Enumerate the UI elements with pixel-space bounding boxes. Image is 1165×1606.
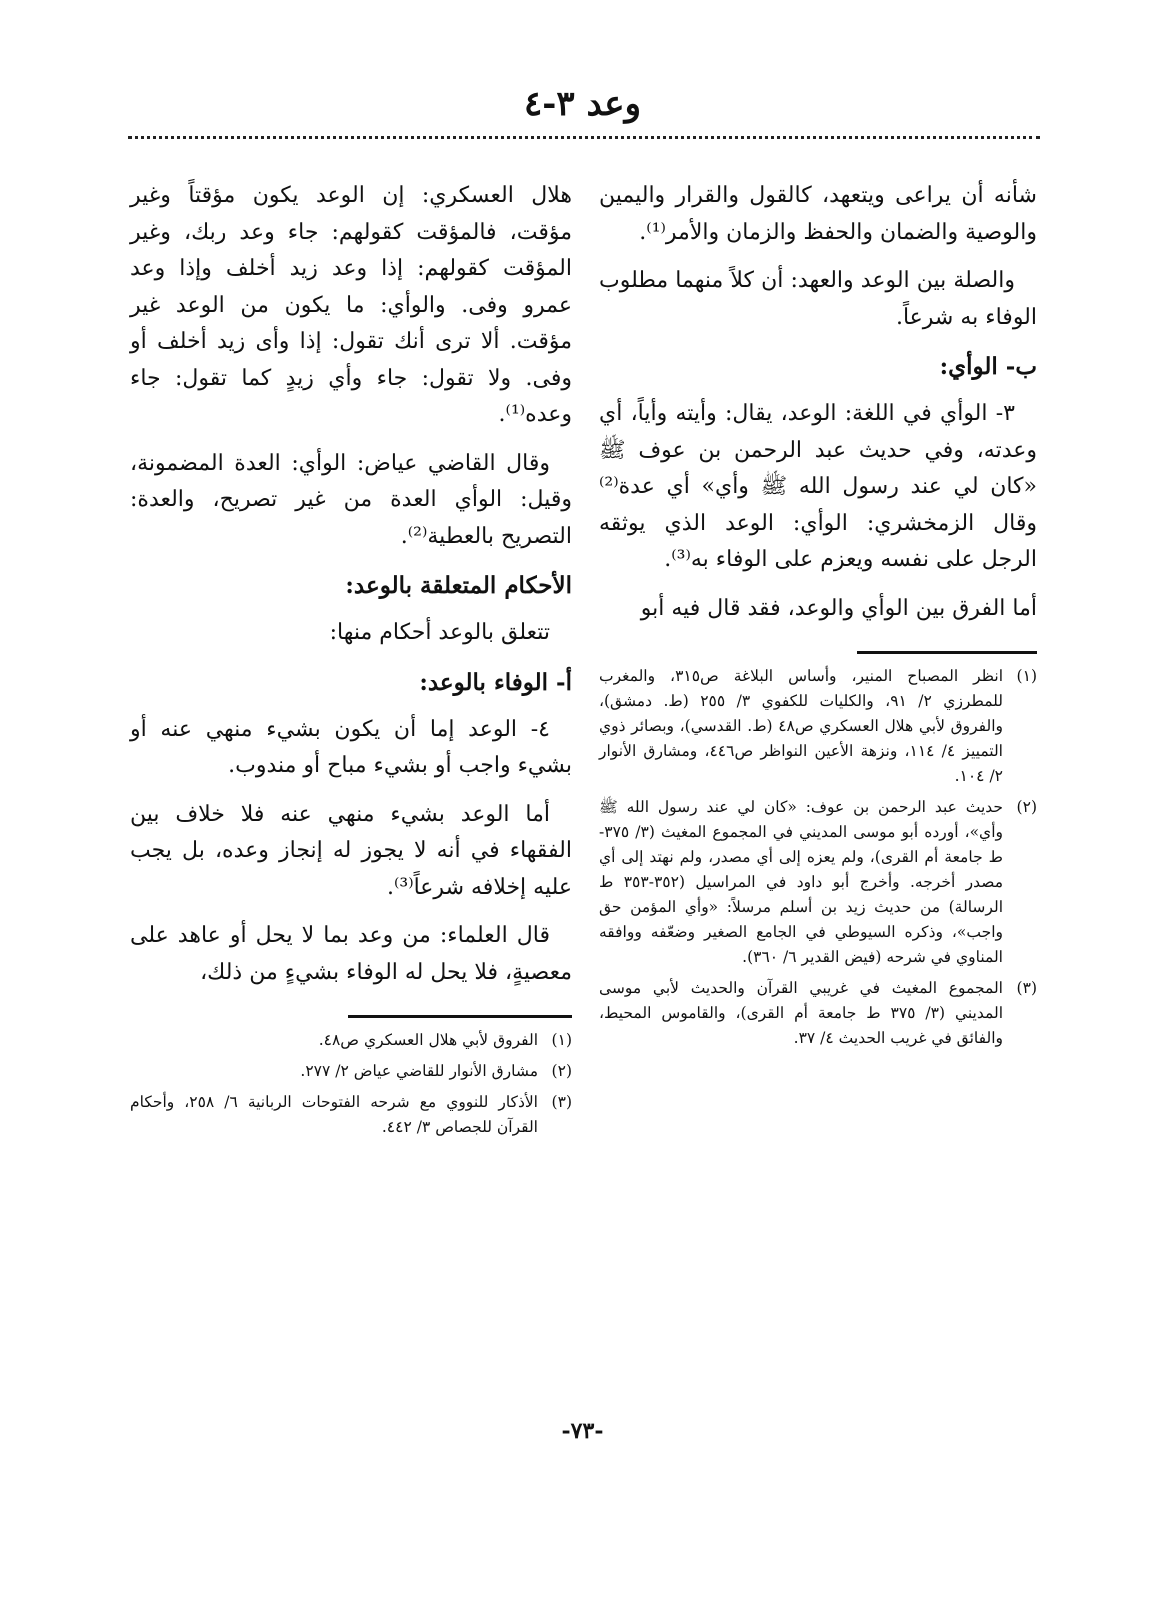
- paragraph: قال العلماء: من وعد بما لا يحل أو عاهد على معصيةٍ، فلا يحل له الوفاء بشيءٍ من ذلك،: [130, 923, 572, 985]
- page-number: -٧٣-: [561, 1418, 604, 1444]
- footnote: [130, 1090, 572, 1140]
- footnote-number: (١): [551, 1031, 572, 1049]
- footnote-text: الأذكار للنووي مع شرحه الفتوحات الربانية ٦/ ٢٥٨، وأحكام القرآن للجصاص ٣/ ٤٤٢.: [130, 1093, 538, 1136]
- footnote-text: حديث عبد الرحمن بن عوف: «كان لي عند رسول الله ﷺ وأي»، أورده أبو موسى المديني في المجموع المغيث (٣/ ٣٧٥- ط جامعة أم القرى)، ولم يعزه إلى أي مصدر، ولم نهتد إلى أي مصدر أخرجه. وأخرج أبو داود في المراسيل (٣٥٢-٣٥٣ ط الرسالة) من حديث زيد بن أسلم مرسلاً: «وأي المؤمن حق واجب»، وذكره السيوطي في الجامع الصغير وضعّفه ووافقه المناوي في شرحه (فيض القدير ٦/ ٣٦٠).: [599, 798, 1003, 966]
- paragraph: تتعلق بالوعد أحكام منها:: [329, 620, 550, 645]
- paragraph: وقال القاضي عياض: الوأي: العدة المضمونة، وقيل: الوأي العدة من غير تصريح، والعدة: التصريح بالعطية⁽²⁾.: [130, 450, 572, 549]
- footnote: [599, 795, 1037, 970]
- paragraph: شأنه أن يراعى ويتعهد، كالقول والقرار واليمين والوصية والضمان والحفظ والزمان والأمر⁽¹⁾.: [599, 183, 1037, 245]
- section-heading: ب- الوأي:: [939, 353, 1037, 380]
- footnote-number: (٢): [551, 1062, 572, 1080]
- footnote: [130, 1028, 572, 1053]
- footnote-text: مشارق الأنوار للقاضي عياض ٢/ ٢٧٧.: [300, 1062, 538, 1080]
- footnote: [599, 664, 1037, 789]
- paragraph: أما الوعد بشيء منهي عنه فلا خلاف بين الفقهاء في أنه لا يجوز له إنجاز وعده، بل يجب عليه إخلافه شرعاً⁽³⁾.: [130, 801, 572, 900]
- paragraph: هلال العسكري: إن الوعد يكون مؤقتاً وغير مؤقت، فالمؤقت كقولهم: جاء وعد ربك، وغير المؤقت كقولهم: إذا وعد زيد أخلف وإذا وعد عمرو وفى. والوأي: ما يكون من الوعد غير مؤقت. ألا ترى أنك تقول: إذا وأى زيد أخلف أو وفى. ولا تقول: جاء وأي زيدٍ كما تقول: جاء وعده⁽¹⁾.: [130, 183, 572, 427]
- footnote-number: (٣): [1016, 979, 1037, 997]
- footnote-separator: [348, 1015, 572, 1018]
- footnote-text: المجموع المغيث في غريبي القرآن والحديث لأبي موسى المديني (٣/ ٣٧٥ ط جامعة أم القرى)، والقاموس المحيط، والفائق في غريب الحديث ٤/ ٣٧.: [599, 979, 1003, 1047]
- footnote-number: (٢): [1016, 798, 1037, 816]
- section-heading: أ- الوفاء بالوعد:: [419, 668, 572, 696]
- footnote-number: (٣): [551, 1093, 572, 1111]
- header-dotted-divider: [128, 136, 1040, 139]
- footnote-text: الفروق لأبي هلال العسكري ص٤٨.: [318, 1031, 538, 1049]
- page-header-title: وعد ٣-٤: [523, 84, 642, 124]
- footnote-text: انظر المصباح المنير، وأساس البلاغة ص٣١٥، والمغرب للمطرزي ٢/ ٩١، والكليات للكفوي ٣/ ٢٥٥ (ط. دمشق)، والفروق لأبي هلال العسكري ص٤٨ (ط. القدسي)، وبصائر ذوي التمييز ٤/ ١١٤، ونزهة الأعين النواظر ص٤٤٦، ومشارق الأنوار ٢/ ١٠٤.: [599, 667, 1004, 785]
- paragraph: والصلة بين الوعد والعهد: أن كلاً منهما مطلوب الوفاء به شرعاً.: [599, 268, 1037, 330]
- footnote-number: (١): [1016, 667, 1037, 685]
- paragraph: ٤- الوعد إما أن يكون بشيء منهي عنه أو بشيء واجب أو بشيء مباح أو مندوب.: [130, 716, 572, 778]
- section-heading: الأحكام المتعلقة بالوعد:: [345, 572, 572, 599]
- footnote-separator: [857, 651, 1037, 654]
- paragraph: أما الفرق بين الوأي والوعد، فقد قال فيه أبو: [640, 595, 1037, 621]
- left-column: [130, 178, 572, 1146]
- footnote: [130, 1059, 572, 1084]
- footnote: [599, 976, 1037, 1051]
- right-column: [599, 178, 1037, 1057]
- paragraph: ٣- الوأي في اللغة: الوعد، يقال: وأيته وأياً، أي وعدته، وفي حديث عبد الرحمن بن عوف ﷺ «كان لي عند رسول الله ﷺ وأي» أي عدة⁽²⁾ وقال الزمخشري: الوأي: الوعد الذي يوثقه الرجل على نفسه ويعزم على الوفاء به⁽³⁾.: [599, 401, 1037, 572]
